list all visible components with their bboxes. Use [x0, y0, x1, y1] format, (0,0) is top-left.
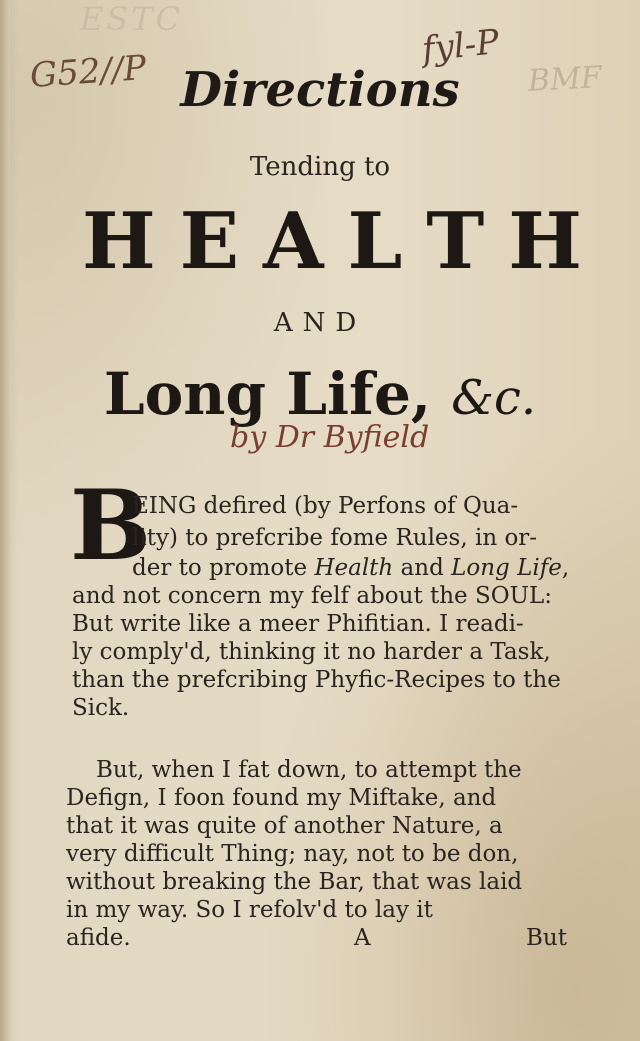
catchword: But [526, 925, 567, 951]
italic-long-life: Long Life [451, 555, 562, 581]
health-letter: H [508, 196, 582, 287]
text-line: in my way. So I refolv'd to lay it [66, 897, 433, 923]
text-line: Defign, I foon found my Miftake, and [66, 785, 497, 811]
health-letter: L [347, 196, 403, 287]
text-segment: and [393, 555, 452, 581]
text-line: Sick. [72, 695, 130, 721]
text-line: that it was quite of another Nature, a [66, 813, 503, 839]
subtitle-tending: Tending to [249, 152, 391, 182]
health-letter: A [263, 196, 324, 287]
handwritten-note-top: fyl-P [420, 22, 501, 70]
text-segment: der to promote [132, 555, 315, 581]
italic-health: Health [314, 555, 394, 581]
text-line: ly comply'd, thinking it no harder a Task, [72, 639, 551, 665]
title-directions: Directions [180, 62, 460, 118]
text-line [132, 554, 569, 582]
health-letter: T [426, 196, 485, 287]
text-line: lity) to prefcribe fome Rules, in or- [132, 525, 538, 551]
text-line: and not concern my felf about the SOUL: [72, 583, 552, 609]
text-line: than the prefcribing Phyfic-Recipes to the [72, 667, 561, 693]
signature-mark: A [354, 925, 371, 951]
text-line: But write like a meer Phifitian. I readi- [72, 611, 524, 637]
drop-cap: B [70, 469, 152, 582]
text-line: afide. [66, 925, 131, 951]
etc-text: &c. [451, 370, 537, 426]
text-line: But, when I fat down, to attempt the [96, 757, 522, 783]
title-long-life [0, 360, 640, 428]
handwritten-attribution: by Dr Byfield [230, 420, 430, 455]
long-life-text: Long Life, [103, 360, 432, 428]
title-health [82, 196, 582, 287]
health-letter: H [82, 196, 156, 287]
faint-stamp-right: BMF [527, 60, 603, 99]
text-line: without breaking the Bar, that was laid [66, 869, 523, 895]
text-segment: , [561, 555, 570, 581]
title-and: AND [273, 308, 367, 338]
health-letter: E [179, 196, 240, 287]
faint-handwriting: ESTC [80, 0, 184, 38]
text-line: EING defired (by Perfons of Qua- [132, 493, 519, 519]
text-line: very difficult Thing; nay, not to be don, [66, 841, 519, 867]
handwritten-shelfmark: G52//P [28, 47, 148, 97]
